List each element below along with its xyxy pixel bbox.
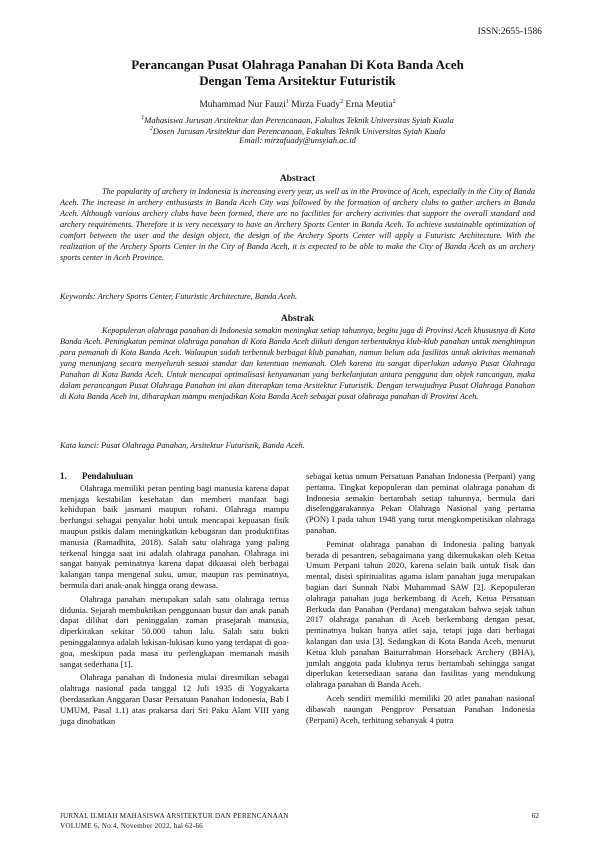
journal-volume: VOLUME 6, No.4, November 2022, hal 62-66 bbox=[60, 822, 203, 830]
body-column-left bbox=[60, 471, 289, 729]
author-3: Erna Meutia bbox=[343, 100, 393, 111]
paragraph: sebagai ketua umum Persatuan Panahan Indonesia (Perpani) yang pertama. Tingkat kepopuleran dan peminat olahraga panahan di Indonesia semakin bertambah setiap tahunnya, bermula dari diselenggarakannya Pekan Olahraga Nasional yang pertama (PON) I pada tahun 1948 yang turut mengkompetisikan olahraga panahan. bbox=[306, 471, 535, 535]
paragraph: Peminat olahraga panahan di Indonesia paling banyak berada di pesantren, sebagaimana yang dikemukakan oleh Ketua Umum Perpani tahun 2020, karena selain baik untuk fisik dan mental, disisi spiritualitas agama islam panahan juga merupakan bagian dari Sunnah Nabi Muhammad SAW [2]. Kepopuleran olahraga panahan juga berkembang di Aceh, Ketua Persatuan Berkuda dan Panahan (Perdana) mengatakan bahwa sejak tahun 2017 olahraga panahan di Aceh berkembang dengan pesat, peminatnya bukan hanya atlet saja, tetapi juga dari berbagai kalangan dan usia [3]. Sedangkan di Kota Banda Aceh, menurut Ketua klub panahan Baiturrahman Horseback Archery (BHA), jumlah anggota pada klubnya terus bertambah sehingga sangat diperlukan ketersediaan sarana dan fasilitas yang mendukung olahraga panahan di Banda Aceh. bbox=[306, 538, 535, 690]
section-number: 1. bbox=[60, 471, 67, 481]
paragraph: Olahraga memiliki peran penting bagi manusia karena dapat menjaga kestabilan kesehatan dan memberi manfaat bagi kehidupan baik jasmani maupun rohani. Olahraga mampu berfungsi sebagai penyalur hobi untuk mencapai kepuasan fisik maupun psikis dalam meningkatkan kebugaran dan produktifitas manusia (Ramadhita, 2018). Salah satu olahraga yang paling terkenal hingga saat ini adalah olahraga panahan. Olahraga ini sangat banyak peminatnya karena dapat dikuasai oleh berbagai kalangan tanpa mengenal suku, umur, maupun ras peminatnya, bermula dari anak-anak hingga orang dewasa. bbox=[60, 482, 289, 590]
author-list bbox=[60, 99, 535, 110]
section-title: Pendahuluan bbox=[82, 471, 134, 481]
body-column-right bbox=[306, 471, 535, 728]
page-number: 62 bbox=[531, 811, 539, 820]
abstrak-keywords: Kata kunci: Pusat Olahraga Panahan, Arsitektur Futuristik, Banda Aceh. bbox=[60, 441, 305, 450]
paper-title bbox=[60, 57, 535, 88]
author-2: Mirza Fuady bbox=[288, 100, 341, 111]
paragraph: Olahraga panahan di Indonesia mulai diresmikan sebagai olahraga nasional pada tanggal 12 Juli 1935 di Yogyakarta (berdasarkan Anggaran Dasar Persatuan Panahan Indonesia, Bab I UMUM, Pasal 1.1) atas prakarsa dari Sri Paku Alam VIII yang juga dinobatkan bbox=[60, 672, 289, 726]
author-2-sup: 2 bbox=[340, 99, 344, 105]
abstract-keywords: Keywords: Archery Sports Center, Futuristic Architecture, Banda Aceh. bbox=[60, 292, 298, 301]
abstrak-text: Kepopuleran olahraga panahan di Indonesia semakin meningkat setiap tahunnya, begitu juga di Provinsi Aceh khususnya di Kota Banda Aceh. Peningkatan peminat olahraga panahan di Kota Banda Aceh diikuti dengan terbentuknya klub-klub panahan untuk menghimpun para pemanah di Kota Banda Aceh. Walaupun sudah terbentuk berbagai klub panahan, namun belum ada fasilitas untuk aktivitas memanah yang menunjang secara menyeluruh sesuai standar dan ketentuan memanah. Oleh karena itu sangat diperlukan adanya Pusat Olahraga Panahan di Kota Banda Aceh. Untuk mencapai optimalisasi kenyamanan yang berkelanjutan antara pengguna dan objek rancangan, maka dalam perancangan Pusat Olahraga Panahan ini akan diterapkan tema Arsitektur Futuristik. Dengan terwujudnya Pusat Olahraga Panahan di Kota Banda Aceh ini, diharapkan mampu menjadikan Kota Banda Aceh sebagai pusat olahraga panahan di Provinsi Aceh. bbox=[60, 326, 536, 401]
abstract-heading: Abstract bbox=[279, 174, 316, 184]
abstrak-heading: Abstrak bbox=[280, 314, 315, 324]
section-heading bbox=[60, 471, 289, 482]
affiliation-1-sup: 1 bbox=[141, 115, 145, 121]
title-line-2: Dengan Tema Arsitektur Futuristik bbox=[199, 72, 396, 88]
affiliation-2-sup: 2 bbox=[149, 126, 153, 132]
title-line-1: Perancangan Pusat Olahraga Panahan Di Kota Banda Aceh bbox=[131, 57, 464, 72]
paragraph: Olahraga panahan merupakan salah satu olahraga tertua didunia. Sejarah membuktikan penggunaan busur dan anak panah dapat dilihat dari peninggalan zaman prasejarah manusia, diperkirakan sekitar 50.000 tahun lalu. Salah satu bukti peninggalannya adalah lukisan-lukisan kuno yang terdapat di goa-goa, meskipun pada masa itu perlengkapan memanah masih sangat sederhana [1]. bbox=[60, 593, 289, 669]
paragraph: Aceh sendiri memiliki memiliki 20 atlet panahan nasional dibawah naungan Pengprov Persatuan Panahan Indonesia (Perpani) Aceh, terhitung sebanyak 4 putra bbox=[306, 692, 535, 725]
affiliation-2-text: Dosen Jurusan Arsitektur dan Perencanaan, Fakultas Teknik Universitas Syiah Kuala bbox=[152, 125, 446, 136]
issn-label: ISSN:2655-1586 bbox=[477, 27, 542, 37]
author-3-sup: 2 bbox=[392, 99, 396, 105]
journal-footer bbox=[60, 811, 289, 831]
journal-name: JURNAL ILMIAH MAHASISWA ARSITEKTUR DAN PERENCANAAN bbox=[60, 812, 289, 820]
author-1-sup: 1 bbox=[285, 99, 289, 105]
abstract-text: The popularity of archery in Indonesia is increasing every year, as well as in the Province of Aceh, especially in the City of Banda Aceh. The increase in archery enthusiasts in Banda Aceh City was followed by the formation of archery clubs to gather archers in Banda Aceh. Although various archery clubs have been formed, there are no facilities for archery activities that support the overall standard and archery requirements. Therefore it is very necessary to have an Archery Sports Center in Banda Aceh. To achieve sustainable optimization of comfort between the user and the design object, the design of the Archery Sports Center will apply a Futuristc Architecture. With the realization of the Archery Sports Center in the City of Banda Aceh, it is expected to be able to make the City of Banda Aceh as an archery sports center in Aceh Province. bbox=[60, 187, 535, 262]
affiliation-1-text: Mahasiswa Jurusan Arsitektur dan Perencanaan, Fakultas Teknik Universitas Syiah Kuala bbox=[144, 114, 454, 125]
author-email: Email: mirzafuady@unsyiah.ac.id bbox=[239, 135, 356, 145]
author-1: Muhammad Nur Fauzi bbox=[199, 100, 286, 111]
